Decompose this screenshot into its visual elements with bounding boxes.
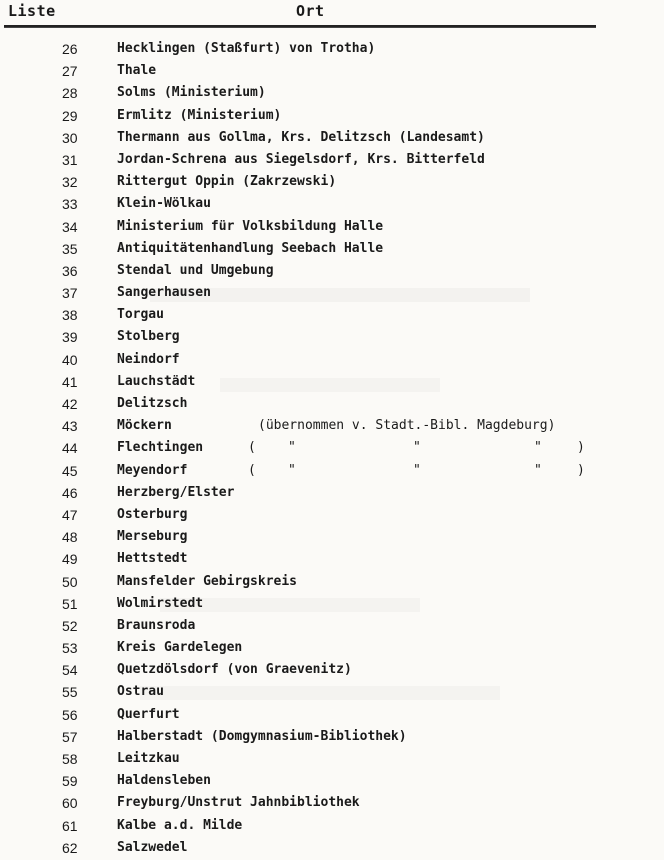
ort-name: Herzberg/Elster bbox=[117, 484, 235, 500]
liste-number: 42 bbox=[62, 396, 78, 412]
liste-number: 53 bbox=[62, 640, 78, 657]
list-item bbox=[0, 792, 664, 814]
ort-name: Kreis Gardelegen bbox=[117, 640, 243, 656]
liste-number: 39 bbox=[62, 329, 78, 346]
liste-number: 61 bbox=[62, 817, 78, 834]
liste-number: 34 bbox=[62, 218, 78, 235]
liste-number: 40 bbox=[62, 351, 78, 368]
ort-name: Hettstedt bbox=[117, 551, 188, 567]
list-item bbox=[0, 593, 664, 615]
liste-number: 36 bbox=[62, 262, 78, 279]
liste-number: 45 bbox=[62, 462, 78, 479]
list-item bbox=[0, 482, 664, 504]
liste-number: 48 bbox=[62, 529, 78, 546]
list-item bbox=[0, 415, 664, 437]
ditto-mark: " bbox=[413, 462, 421, 478]
list-item bbox=[0, 460, 664, 482]
ort-name: Flechtingen bbox=[117, 440, 204, 456]
ort-name: Wolmirstedt bbox=[117, 595, 204, 611]
liste-number: 62 bbox=[62, 839, 78, 856]
list-item bbox=[0, 526, 664, 548]
liste-number: 52 bbox=[62, 617, 78, 634]
liste-number: 31 bbox=[62, 151, 78, 168]
ort-name: Meyendorf bbox=[117, 462, 188, 478]
liste-number: 47 bbox=[62, 506, 78, 523]
ort-name: Klein-Wölkau bbox=[117, 196, 211, 212]
ort-name: Salzwedel bbox=[117, 839, 188, 855]
liste-number: 26 bbox=[62, 41, 78, 57]
liste-number: 50 bbox=[62, 573, 78, 590]
ort-name: Leitzkau bbox=[117, 751, 180, 766]
ort-name: Torgau bbox=[117, 307, 164, 323]
liste-number: 54 bbox=[62, 662, 78, 679]
ort-name: Mansfelder Gebirgskreis bbox=[117, 573, 298, 589]
ort-name: Ostrau bbox=[117, 684, 164, 700]
liste-number: 57 bbox=[62, 728, 78, 745]
ort-name: Osterburg bbox=[117, 506, 188, 522]
ort-name: Quetzdölsdorf (von Graevenitz) bbox=[117, 662, 352, 678]
list-item bbox=[0, 349, 664, 371]
column-header-liste: Liste bbox=[8, 2, 56, 20]
list-item bbox=[0, 393, 664, 415]
list-item bbox=[0, 82, 664, 104]
list-item bbox=[0, 304, 664, 326]
liste-number: 44 bbox=[62, 440, 78, 457]
list-item bbox=[0, 38, 664, 60]
liste-number: 55 bbox=[62, 684, 78, 701]
liste-number: 43 bbox=[62, 418, 78, 435]
ditto-mark: ( bbox=[248, 462, 256, 478]
liste-number: 56 bbox=[62, 706, 78, 723]
ort-name: Halberstadt (Domgymnasium-Bibliothek) bbox=[117, 728, 407, 744]
ort-name: Delitzsch bbox=[117, 396, 188, 411]
list-item bbox=[0, 770, 664, 792]
list-item bbox=[0, 149, 664, 171]
list-item bbox=[0, 571, 664, 593]
list-item bbox=[0, 216, 664, 238]
ort-name: Haldensleben bbox=[117, 773, 211, 789]
ditto-mark: ( bbox=[248, 440, 256, 456]
ditto-mark: " bbox=[288, 462, 296, 478]
ort-name: Möckern bbox=[117, 418, 172, 434]
list-item bbox=[0, 437, 664, 459]
ort-name: Stolberg bbox=[117, 329, 180, 345]
list-item bbox=[0, 127, 664, 149]
list-item bbox=[0, 282, 664, 304]
ort-name: Braunsroda bbox=[117, 617, 196, 633]
ort-name: Antiquitätenhandlung Seebach Halle bbox=[117, 240, 384, 256]
list-item bbox=[0, 815, 664, 837]
ort-name: Thale bbox=[117, 63, 157, 79]
ort-name: Querfurt bbox=[117, 706, 180, 722]
ort-name: Rittergut Oppin (Zakrzewski) bbox=[117, 174, 337, 190]
liste-number: 58 bbox=[62, 751, 78, 767]
ort-name: Solms (Ministerium) bbox=[117, 85, 266, 101]
list-item bbox=[0, 193, 664, 215]
ort-note: (übernommen v. Stadt.-Bibl. Magdeburg) bbox=[258, 418, 556, 434]
liste-number: 59 bbox=[62, 773, 78, 790]
list-item bbox=[0, 748, 664, 770]
liste-number: 32 bbox=[62, 174, 78, 191]
list-item bbox=[0, 105, 664, 127]
list-rows bbox=[0, 38, 664, 859]
ditto-mark: " bbox=[288, 440, 296, 456]
ditto-mark: " bbox=[534, 462, 542, 478]
liste-number: 46 bbox=[62, 484, 78, 501]
list-item bbox=[0, 260, 664, 282]
liste-number: 33 bbox=[62, 196, 78, 213]
ort-name: Sangerhausen bbox=[117, 285, 211, 301]
list-item bbox=[0, 681, 664, 703]
column-header-ort: Ort bbox=[296, 2, 325, 20]
ort-name: Jordan-Schrena aus Siegelsdorf, Krs. Bitterfeld bbox=[117, 151, 485, 167]
list-item bbox=[0, 659, 664, 681]
ditto-mark: " bbox=[534, 440, 542, 456]
ort-name: Neindorf bbox=[117, 351, 180, 367]
ort-name: Freyburg/Unstrut Jahnbibliothek bbox=[117, 795, 360, 811]
list-item bbox=[0, 171, 664, 193]
ort-name: Ermlitz (Ministerium) bbox=[117, 107, 282, 123]
ort-name: Ministerium für Volksbildung Halle bbox=[117, 218, 384, 234]
list-item bbox=[0, 548, 664, 570]
list-item bbox=[0, 615, 664, 637]
ditto-mark: " bbox=[413, 440, 421, 456]
ort-name: Merseburg bbox=[117, 529, 188, 545]
list-item bbox=[0, 371, 664, 393]
liste-number: 41 bbox=[62, 373, 78, 390]
liste-number: 35 bbox=[62, 240, 78, 257]
liste-number: 51 bbox=[62, 595, 78, 612]
list-item bbox=[0, 837, 664, 859]
list-item bbox=[0, 726, 664, 748]
liste-number: 49 bbox=[62, 551, 78, 568]
liste-number: 28 bbox=[62, 85, 78, 102]
liste-number: 29 bbox=[62, 107, 78, 124]
list-item bbox=[0, 60, 664, 82]
header-rule bbox=[4, 25, 596, 28]
list-item bbox=[0, 637, 664, 659]
ort-name: Lauchstädt bbox=[117, 373, 196, 389]
liste-number: 37 bbox=[62, 285, 78, 302]
liste-number: 30 bbox=[62, 129, 78, 146]
list-item bbox=[0, 238, 664, 260]
list-item bbox=[0, 326, 664, 348]
ort-name: Kalbe a.d. Milde bbox=[117, 817, 243, 833]
liste-number: 27 bbox=[62, 63, 78, 80]
ditto-mark: ) bbox=[577, 440, 585, 456]
ort-name: Thermann aus Gollma, Krs. Delitzsch (Landesamt) bbox=[117, 129, 485, 145]
liste-number: 38 bbox=[62, 307, 78, 324]
ort-name: Hecklingen (Staßfurt) von Trotha) bbox=[117, 41, 376, 56]
list-item bbox=[0, 504, 664, 526]
list-item bbox=[0, 704, 664, 726]
ditto-mark: ) bbox=[577, 462, 585, 478]
liste-number: 60 bbox=[62, 795, 78, 812]
ort-name: Stendal und Umgebung bbox=[117, 262, 274, 278]
